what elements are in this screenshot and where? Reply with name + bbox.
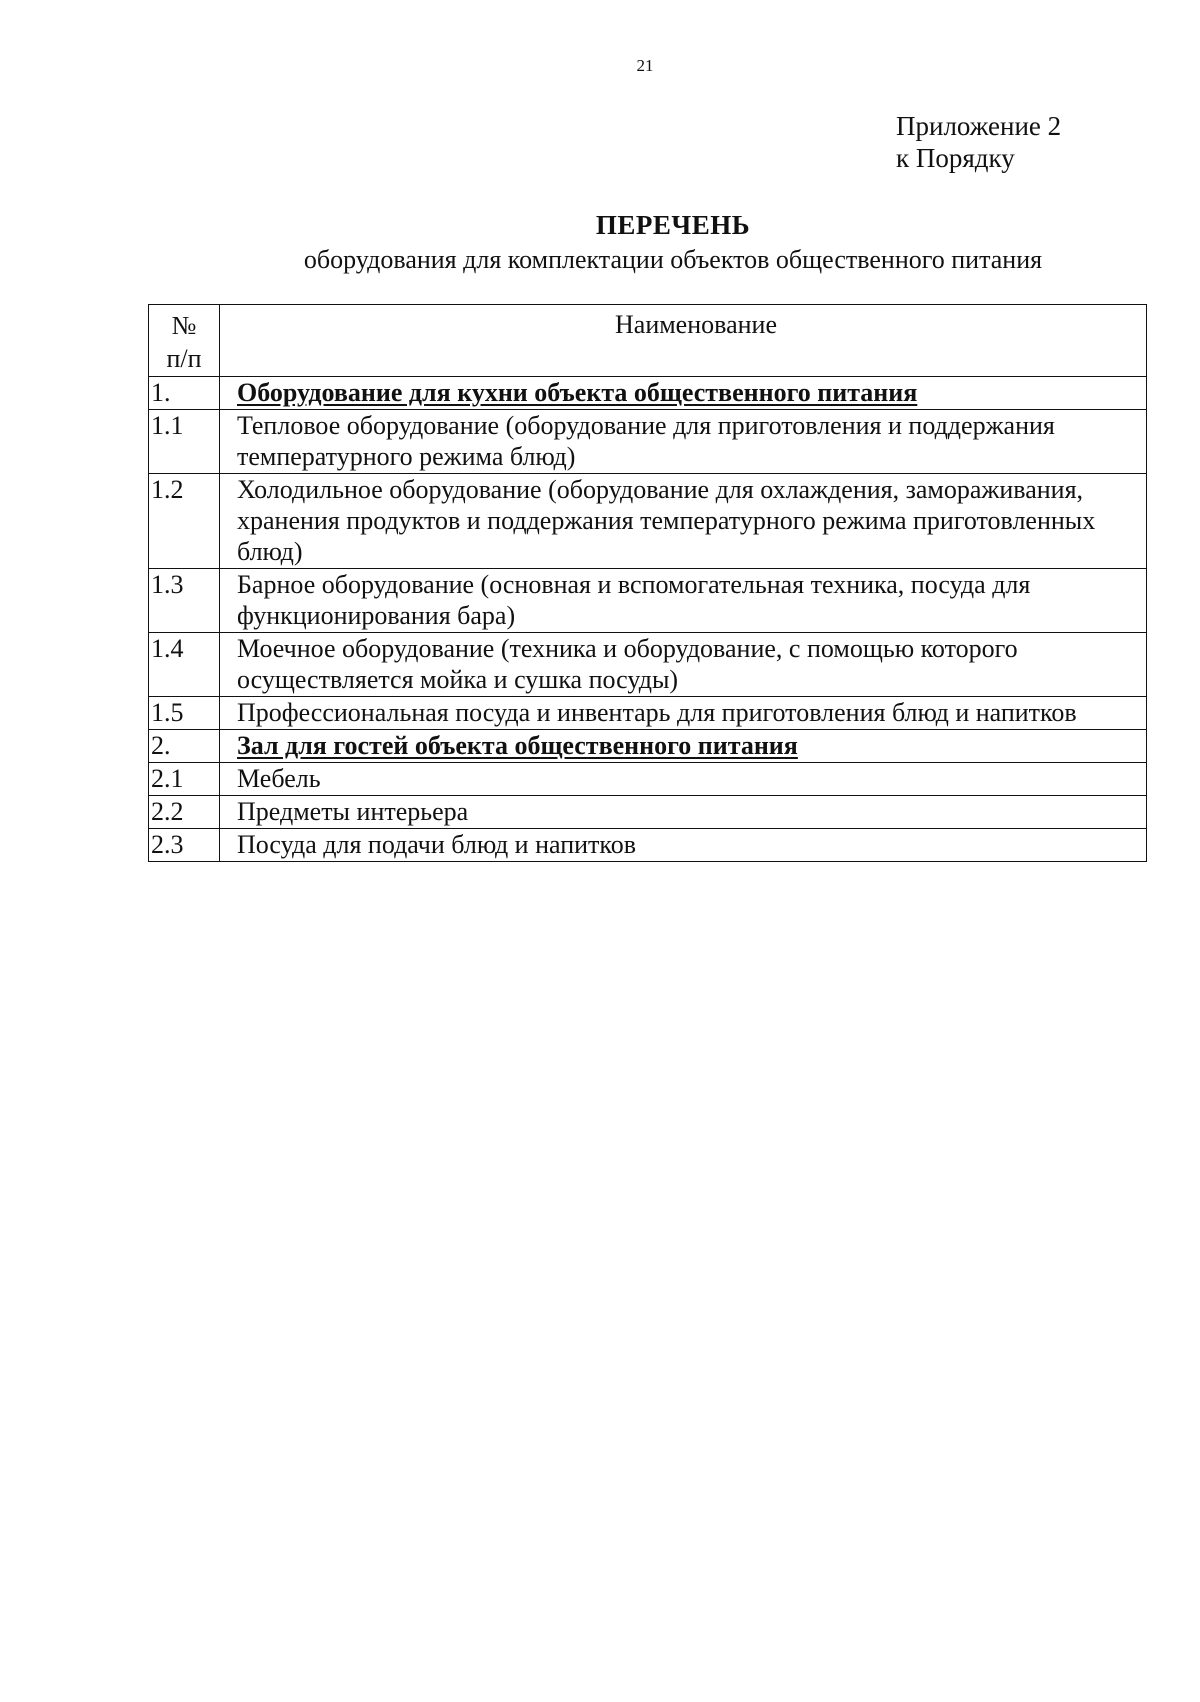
appendix-line-2: к Порядку — [896, 143, 1015, 173]
table-row — [149, 410, 1147, 474]
row-number: 2.1 — [149, 763, 220, 796]
header-name: Наименование — [220, 305, 1147, 377]
row-number: 1.5 — [149, 697, 220, 730]
row-number: 1.4 — [149, 633, 220, 697]
row-number: 1.1 — [149, 410, 220, 474]
table-row — [149, 763, 1147, 796]
row-number: 1. — [149, 377, 220, 410]
table-section-row — [149, 377, 1147, 410]
row-number: 2. — [149, 730, 220, 763]
row-name: Холодильное оборудование (оборудование для охлаждения, замораживания, хранения продуктов и поддержания температурного режима приготовленных блюд) — [220, 474, 1147, 569]
row-name: Посуда для подачи блюд и напитков — [220, 829, 1147, 862]
row-number: 1.3 — [149, 569, 220, 633]
table-row — [149, 796, 1147, 829]
table-row — [149, 569, 1147, 633]
row-name: Барное оборудование (основная и вспомогательная техника, посуда для функционирования бара) — [220, 569, 1147, 633]
section-title: Зал для гостей объекта общественного питания — [237, 731, 798, 760]
row-name: Профессиональная посуда и инвентарь для приготовления блюд и напитков — [220, 697, 1147, 730]
document-title: ПЕРЕЧЕНЬ — [595, 210, 751, 240]
table-row — [149, 474, 1147, 569]
table-section-row — [149, 730, 1147, 763]
row-name: Мебель — [220, 763, 1147, 796]
row-number: 2.2 — [149, 796, 220, 829]
page-number: 21 — [636, 56, 654, 75]
row-name — [220, 730, 1147, 763]
section-title: Оборудование для кухни объекта общественного питания — [237, 378, 918, 407]
row-number: 1.2 — [149, 474, 220, 569]
appendix-reference — [896, 110, 1061, 174]
header-number-line-2: п/п — [166, 344, 202, 373]
table-row — [149, 697, 1147, 730]
table-header-row — [149, 305, 1147, 377]
header-number — [149, 305, 220, 377]
row-name — [220, 377, 1147, 410]
row-name: Предметы интерьера — [220, 796, 1147, 829]
header-number-line-1: № — [171, 311, 197, 340]
equipment-table — [148, 304, 1147, 862]
row-name: Моечное оборудование (техника и оборудование, с помощью которого осуществляется мойка и сушка посуды) — [220, 633, 1147, 697]
row-name: Тепловое оборудование (оборудование для приготовления и поддержания температурного режима блюд) — [220, 410, 1147, 474]
table-row — [149, 829, 1147, 862]
row-number: 2.3 — [149, 829, 220, 862]
document-subtitle: оборудования для комплектации объектов общественного питания — [303, 245, 1043, 274]
table-row — [149, 633, 1147, 697]
table-body — [149, 377, 1147, 862]
appendix-line-1: Приложение 2 — [896, 111, 1062, 141]
